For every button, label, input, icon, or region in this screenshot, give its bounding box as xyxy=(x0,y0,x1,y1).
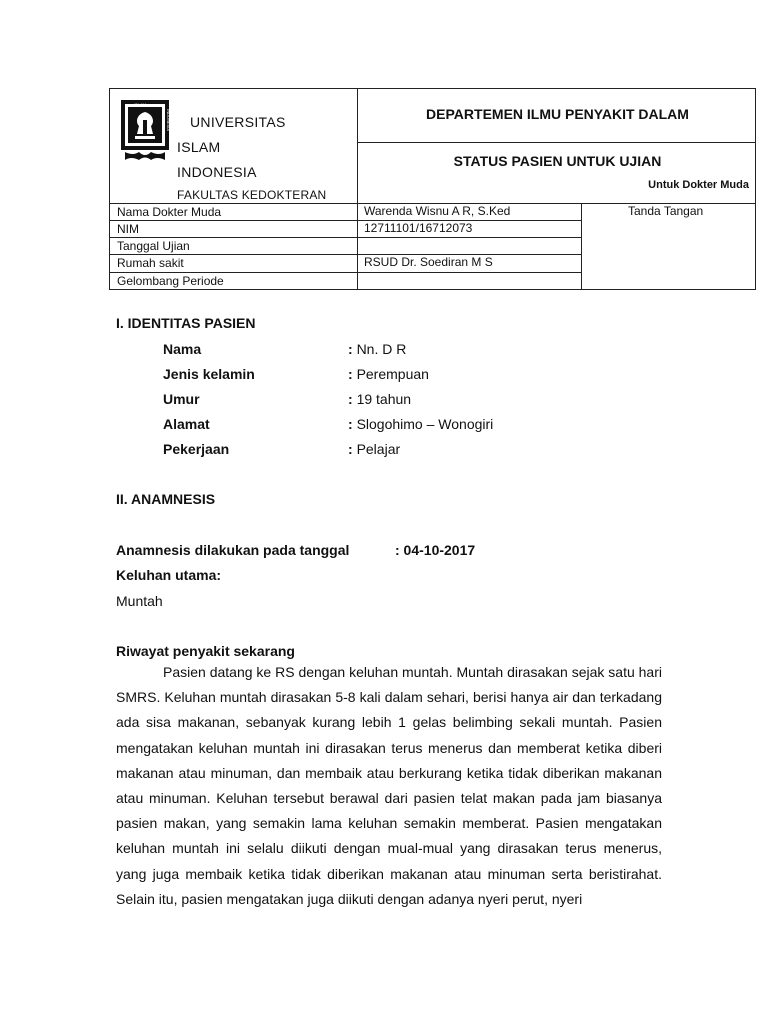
row-value-hospital: RSUD Dr. Soediran M S xyxy=(364,255,493,269)
keluhan-utama-label: Keluhan utama: xyxy=(116,567,222,583)
row-label-period: Gelombang Periode xyxy=(117,274,224,288)
faculty-name: FAKULTAS KEDOKTERAN xyxy=(177,188,327,202)
divider xyxy=(110,272,581,273)
field-label-pekerjaan: Pekerjaan xyxy=(163,441,230,457)
field-label-nama: Nama xyxy=(163,341,202,357)
university-name-line3: INDONESIA xyxy=(177,164,257,180)
divider xyxy=(110,254,581,255)
university-name-line2: ISLAM xyxy=(177,139,221,155)
identitas-title: I. IDENTITAS PASIEN xyxy=(116,315,256,331)
keluhan-utama-value: Muntah xyxy=(116,593,163,609)
subtitle: Untuk Dokter Muda xyxy=(648,179,749,191)
row-value-doctor: Warenda Wisnu A R, S.Ked xyxy=(364,204,511,218)
logo-text-right: INDONESIA xyxy=(166,109,171,132)
field-value-jenis-kelamin-text: Perempuan xyxy=(356,366,429,382)
header-table xyxy=(109,88,756,290)
status-title: STATUS PASIEN UNTUK UJIAN xyxy=(453,153,662,169)
logo-text-left: ISLAM xyxy=(134,102,147,107)
signature-label: Tanda Tangan xyxy=(628,204,704,218)
row-label-nim: NIM xyxy=(117,222,139,236)
riwayat-label: Riwayat penyakit sekarang xyxy=(116,643,295,659)
field-label-alamat: Alamat xyxy=(163,416,210,432)
field-value-pekerjaan: : Pelajar xyxy=(348,441,401,457)
divider xyxy=(110,237,581,238)
field-value-jenis-kelamin: : Perempuan xyxy=(348,366,429,382)
field-value-pekerjaan-text: Pelajar xyxy=(356,441,401,457)
row-label-hospital: Rumah sakit xyxy=(117,256,184,270)
riwayat-paragraph: Pasien datang ke RS dengan keluhan muntah. Muntah dirasakan sejak satu hari SMRS. Keluhan muntah dirasakan 5-8 kali dalam sehari, berisi hanya air dan terkadang ada sisa makanan, sebanyak kurang lebih 1 gelas belimbing sekali muntah. Pasien mengatakan keluhan muntah ini dirasakan terus menerus dan memberat ketika diberi makanan atau minuman, dan membaik atau berkurang ketika tidak diberikan makanan atau minuman. Keluhan tersebut berawal dari pasien telat makan pada jam biasanya pasien makan, yang semakin lama keluhan semakin memberat. Pasien mengatakan keluhan muntah ini selalu diikuti dengan mual-mual yang dirasakan terus menerus, yang juga membaik ketika tidak diberikan makanan atau minuman serta beristirahat. Selain itu, pasien mengatakan juga diikuti dengan adanya nyeri perut, nyeri xyxy=(116,664,662,907)
field-value-umur: : 19 tahun xyxy=(348,391,412,407)
row-label-date: Tanggal Ujian xyxy=(117,239,190,253)
field-value-nama-text: Nn. D R xyxy=(356,341,407,357)
field-value-alamat-text: Slogohimo – Wonogiri xyxy=(356,416,494,432)
field-label-jenis-kelamin: Jenis kelamin xyxy=(163,366,255,382)
anamnesis-date-label: Anamnesis dilakukan pada tanggal xyxy=(116,542,350,558)
field-label-umur: Umur xyxy=(163,391,200,407)
divider xyxy=(581,203,582,290)
divider xyxy=(110,220,581,221)
row-value-nim: 12711101/16712073 xyxy=(364,221,473,235)
divider xyxy=(357,142,756,143)
field-value-umur-text: 19 tahun xyxy=(356,391,412,407)
department-title: DEPARTEMEN ILMU PENYAKIT DALAM xyxy=(426,106,689,122)
university-name-line1: UNIVERSITAS xyxy=(190,114,286,130)
anamnesis-title: II. ANAMNESIS xyxy=(116,491,216,507)
field-value-nama: : Nn. D R xyxy=(348,341,407,357)
university-logo xyxy=(121,100,169,162)
anamnesis-date-value: : 04-10-2017 xyxy=(395,542,476,558)
field-value-alamat: : Slogohimo – Wonogiri xyxy=(348,416,494,432)
row-label-doctor: Nama Dokter Muda xyxy=(117,205,222,219)
